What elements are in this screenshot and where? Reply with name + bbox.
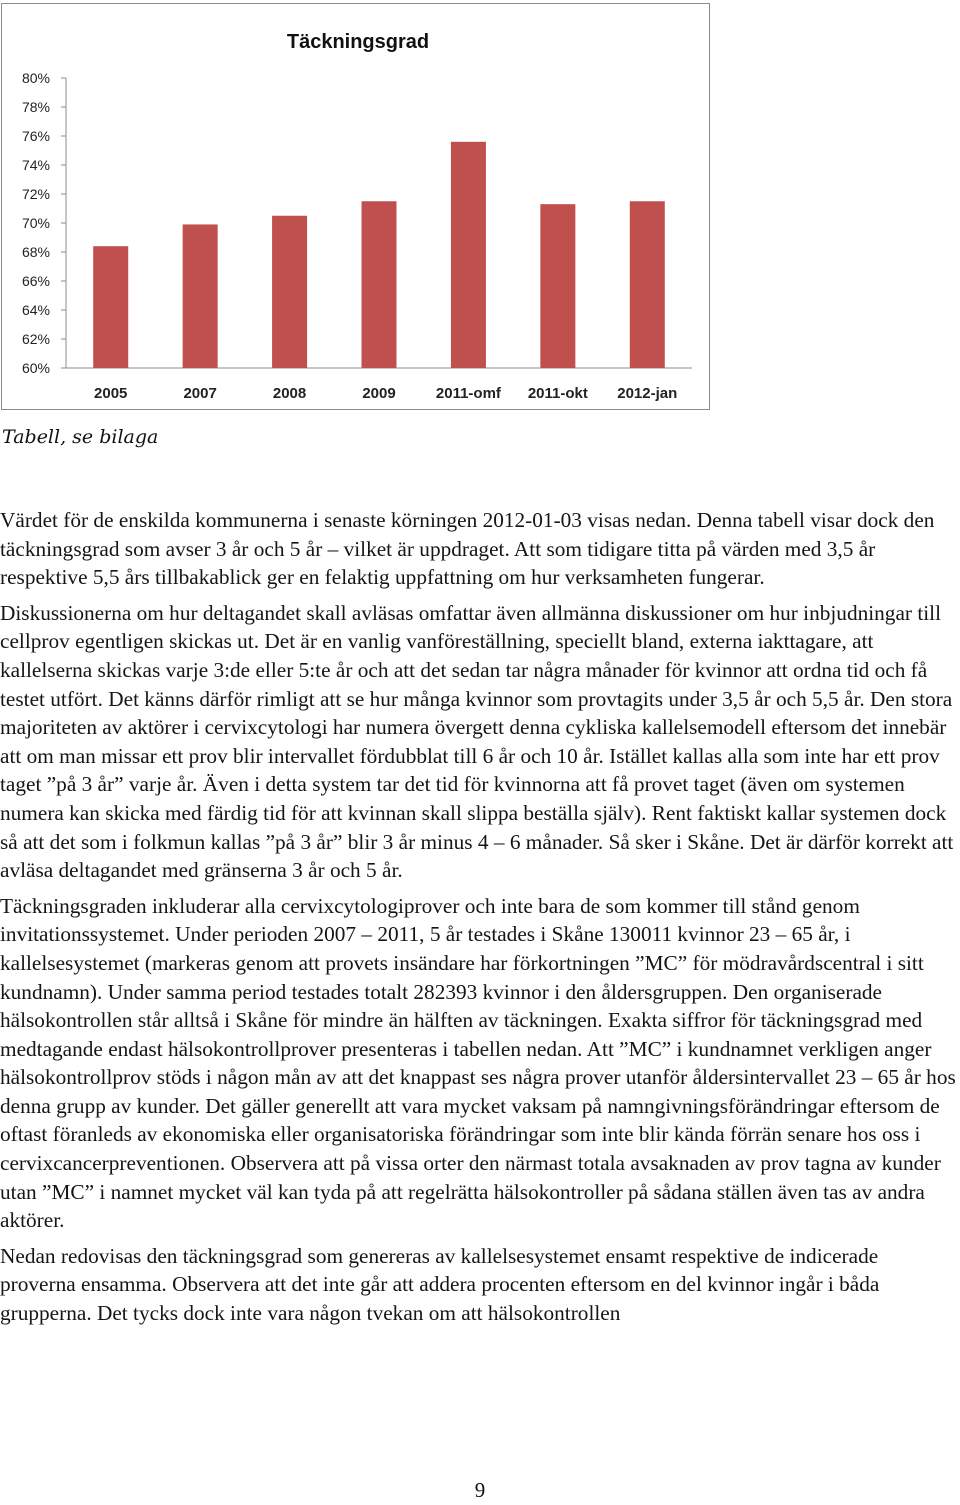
y-tick-label: 78%	[21, 99, 50, 115]
y-tick-label: 70%	[21, 215, 50, 231]
coverage-bar-chart	[2, 4, 711, 411]
x-tick-label: 2005	[94, 385, 128, 402]
x-tick-label: 2008	[272, 385, 307, 402]
x-tick-label: 2009	[362, 385, 396, 402]
y-tick-label: 60%	[21, 360, 50, 376]
bar-2012-jan	[630, 201, 665, 368]
bars	[93, 142, 665, 368]
chart-title: Täckningsgrad	[286, 31, 430, 53]
x-axis-labels	[94, 385, 677, 402]
x-tick-label: 2011-okt	[527, 385, 588, 402]
bar-2011-okt	[540, 204, 575, 368]
x-tick-label: 2012-jan	[617, 385, 678, 402]
bar-2011-omf	[451, 142, 486, 368]
x-tick-label: 2011-omf	[435, 385, 501, 402]
y-tick-label: 80%	[21, 70, 50, 86]
x-tick-label: 2007	[183, 385, 217, 402]
bar-2007	[183, 224, 218, 368]
y-axis-ticks	[22, 70, 66, 376]
y-tick-label: 62%	[21, 331, 50, 347]
coverage-chart	[1, 3, 710, 410]
body-text	[0, 506, 958, 1328]
page-number: 9	[474, 1478, 486, 1502]
y-tick-label: 76%	[21, 128, 50, 144]
bar-2009	[362, 201, 397, 368]
y-tick-label: 74%	[21, 157, 50, 173]
y-tick-label: 72%	[21, 186, 50, 202]
y-tick-label: 68%	[21, 244, 50, 260]
paragraph: Täckningsgraden inkluderar alla cervixcytologiprover och inte bara de som kommer till stånd genom invitationssystemet. Under perioden 2007 – 2011, 5 år testades i Skåne 130011 kvinnor 23 – 65 år, i kallelsesystemet (markeras genom att provets insändare har förkortningen ”MC” för mödravårdscentral i sitt kundnamn). Under samma period testades totalt 282393 kvinnor i den åldersgruppen. Den organiserade hälsokontrollen står alltså i Skåne för mindre än hälften av täckningen. Exakta siffror för täckningsgrad med medtagande endast hälsokontrollprover presenteras i tabellen nedan. Att ”MC” i kundnamnet verkligen anger hälsokontrollprov stöds i någon mån av att det knappast ses några prover utanför åldersintervallet 23 – 65 år hos denna grupp av kunder. Det gäller generellt att vara mycket vaksam på namngivningsförändringar eftersom de oftast föranleds av ekonomiska eller organisatoriska förändringar som inte blir kända förrän senare hos oss i cervixcancerpreventionen. Observera att på vissa orter den närmast totala avsaknaden av prov tagna av kunder utan ”MC” i namnet mycket väl kan tyda på att regelrätta hälsokontroller på sådana ställen även tas av andra aktörer.	[0, 893, 956, 1233]
y-tick-label: 64%	[21, 302, 50, 318]
bar-2008	[272, 216, 307, 368]
bar-2005	[93, 246, 128, 368]
table-caption: Tabell, se bilaga	[2, 426, 159, 448]
paragraph: Värdet för de enskilda kommunerna i senaste körningen 2012-01-03 visas nedan. Denna tabell visar dock den täckningsgrad som avser 3 år och 5 år – vilket är uppdraget. Att som tidigare titta på värden med 3,5 år respektive 5,5 års tillbakablick ger en felaktig uppfattning om hur verksamheten fungerar.	[0, 508, 935, 590]
y-tick-label: 66%	[21, 273, 50, 289]
paragraph: Nedan redovisas den täckningsgrad som genereras av kallelsesystemet ensamt respektive de indicerade proverna ensamma. Observera att det inte går att addera procenten eftersom en del kvinnor ingår i båda grupperna. Det tycks dock inte vara någon tvekan om att hälsokontrollen	[0, 1243, 880, 1326]
paragraph: Diskussionerna om hur deltagandet skall avläsas omfattar även allmänna diskussioner om hur inbjudningar till cellprov egentligen skickas ut. Det är en vanlig vanföreställning, speciellt bland, externa iakttagare, att kallelserna skickas varje 3:de eller 5:te år och att det sedan tar några månader för kvinnor att ordna tid och få testet utfört. Det känns därför rimligt att se hur många kvinnor som provtagits under 3,5 år och 5,5 år. Den stora majoriteten av aktörer i cervixcytologi har numera övergett denna cykliska kallelsemodell eftersom det innebär att om man missar ett prov blir intervallet fördubblat till 6 år och 10 år. Istället kallas alla som inte har ett prov taget ”på 3 år” varje år. Även i detta system tar det tid för kvinnorna att få provet taget (även om systemen numera kan skicka med färdig tid för att kvinnan skall slippa beställa själv). Rent faktiskt kallar systemen dock så att det som i folkmun kallas ”på 3 år” blir 3 år minus 4 – 6 månader. Så sker i Skåne. Det är därför korrekt att avläsa deltagandet med gränserna 3 år och 5 år.	[0, 600, 954, 883]
